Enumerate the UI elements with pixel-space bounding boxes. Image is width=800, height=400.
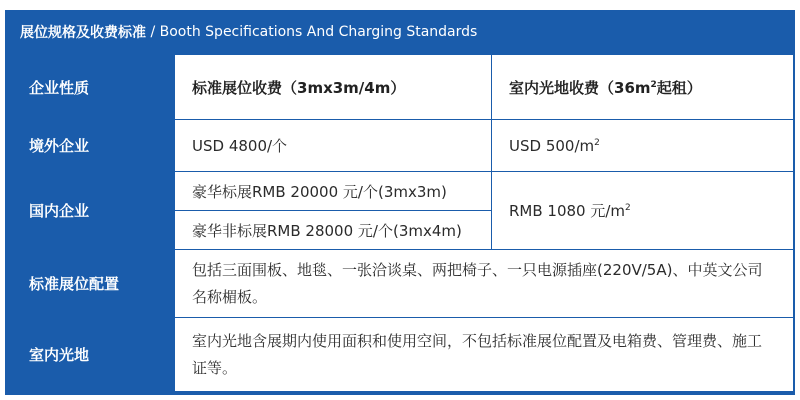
row-domestic-label: 国内企业 bbox=[29, 202, 90, 220]
row-domestic-indoor: RMB 1080 元$/m^2$ bbox=[509, 202, 631, 220]
row-indoor-label: 室内光地 bbox=[29, 346, 90, 364]
row-config-label: 标准展位配置 bbox=[29, 275, 120, 293]
row-config-text-cell bbox=[175, 250, 793, 317]
header-standard-booth: 标准展位收费（3mx3m/4m） bbox=[192, 78, 406, 97]
header-indoor-space: 室内光地收费（$36m^2$起租） bbox=[509, 78, 702, 97]
title-cn: 展位规格及收费标准 bbox=[20, 25, 146, 41]
row-overseas-standard: USD 4800/个 bbox=[192, 137, 288, 155]
header-standard-booth-cell bbox=[175, 55, 491, 119]
header-indoor-space-cell bbox=[492, 55, 793, 119]
row-indoor-text: 室内光地含展期内使用面积和使用空间，不包括标准展位配置及电箱费、管理费、施工证等。 bbox=[192, 331, 763, 377]
row-domestic-nonstandard: 豪华非标展RMB 28000 元/个(3mx4m) bbox=[192, 221, 462, 240]
header-label: 企业性质 bbox=[29, 78, 90, 97]
title-en: Booth Specifications And Charging Standards bbox=[159, 24, 478, 40]
header-label-cell bbox=[7, 55, 174, 119]
row-domestic-label-cell bbox=[7, 172, 174, 249]
row-overseas-indoor-cell bbox=[492, 120, 793, 171]
table-grid bbox=[5, 10, 795, 395]
row-config-label-cell bbox=[7, 250, 174, 317]
row-domestic-nonstandard-cell bbox=[175, 211, 491, 249]
row-domestic-indoor-cell bbox=[492, 172, 793, 249]
row-domestic-deluxe: 豪华标展RMB 20000 元/个(3mx3m) bbox=[192, 182, 447, 201]
row-indoor-text-cell bbox=[175, 318, 793, 391]
row-indoor-label-cell bbox=[7, 318, 174, 391]
title-separator: / bbox=[146, 24, 160, 40]
row-overseas-standard-cell bbox=[175, 120, 491, 171]
row-overseas-label-cell bbox=[7, 120, 174, 171]
row-overseas-label: 境外企业 bbox=[29, 137, 90, 155]
row-domestic-deluxe-cell bbox=[175, 172, 491, 210]
row-overseas-indoor: USD $500/m^2$ bbox=[509, 136, 600, 155]
row-config-text: 包括三面围板、地毯、一张洽谈桌、两把椅子、一只电源插座(220V/5A)、中英文公司名称楣板。 bbox=[192, 260, 763, 306]
spec-table bbox=[5, 10, 795, 395]
